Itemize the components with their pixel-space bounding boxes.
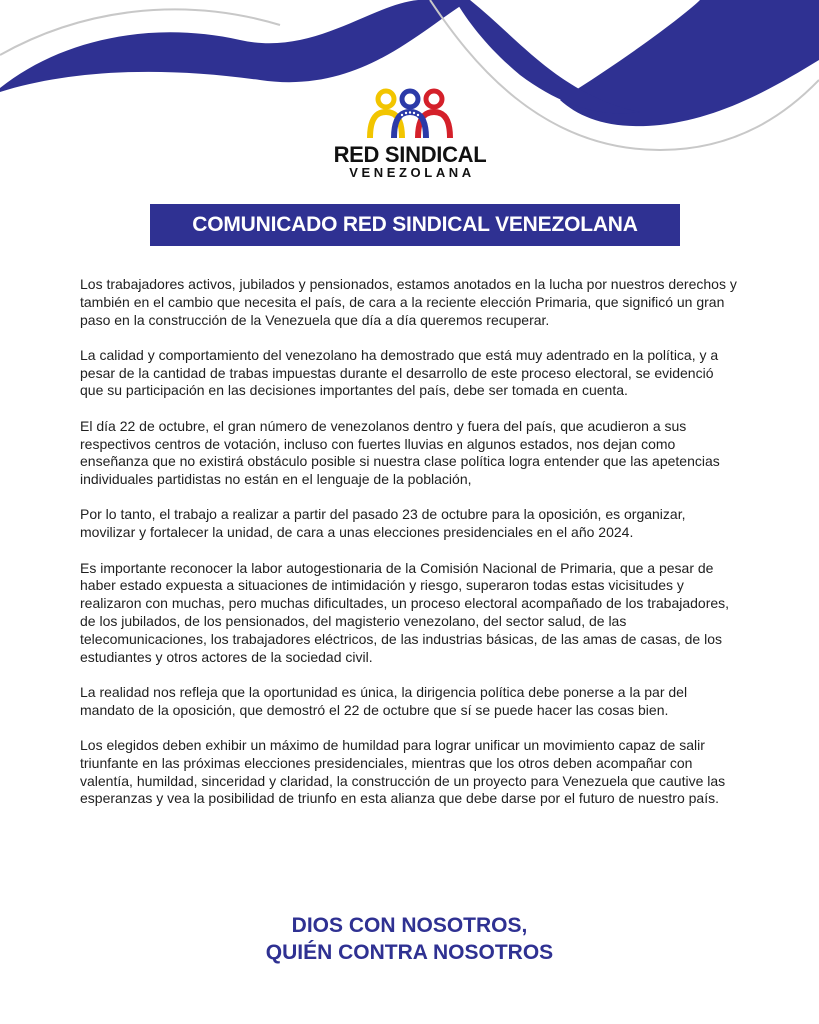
closing-line-2: QUIÉN CONTRA NOSOTROS: [265, 941, 554, 964]
red-sindical-logo: [300, 86, 520, 180]
communique-title-banner: COMUNICADO RED SINDICAL VENEZOLANA: [150, 204, 680, 246]
closing-slogan: [150, 912, 669, 966]
blue-head: [402, 91, 418, 107]
logo-title: RED SINDICAL: [333, 142, 487, 167]
paragraph: La calidad y comportamiento del venezolano ha demostrado que está muy adentrado en la política, y a pesar de la cantidad de trabas impuestas durante el desarrollo de este proceso electoral, se evidenció que su participación en las decisiones importantes del país, debe ser tomada en cuenta.: [80, 346, 719, 399]
paragraph: Por lo tanto, el trabajo a realizar a partir del pasado 23 de octubre para la oposición, es organizar, movilizar y fortalecer la unidad, de cara a unas elecciones presidenciales en el año 2024.: [80, 506, 686, 541]
three-people-icon: [362, 86, 458, 142]
paragraph: Es importante reconocer la labor autogestionaria de la Comisión Nacional de Primaria, que a pesar de haber estado expuesta a situaciones de intimidación y riesgo, superaron todas estas vicisitudes y realizaron con muchas, pero muchas dificultades, un proceso electoral acompañado de los trabajadores, de los jubilados, de los pensionados, del magisterio venezolano, del sector salud, de las telecomunicaciones, los trabajadores eléctricos, de las industrias básicas, de las amas de casas, de los estudiantes y otros actores de la sociedad civil.: [80, 559, 730, 665]
yellow-head: [378, 91, 394, 107]
communique-body: [80, 276, 740, 826]
paragraph: La realidad nos refleja que la oportunidad es única, la dirigencia política debe ponerse a la par del mandato de la oposición, que demostró el 22 de octubre que sí se puede hacer las cosas bien.: [80, 683, 688, 718]
logo-subtitle: VENEZOLANA: [349, 165, 475, 180]
closing-line-1: DIOS CON NOSOTROS,: [291, 914, 528, 937]
red-head: [426, 91, 442, 107]
paragraph: Los trabajadores activos, jubilados y pensionados, estamos anotados en la lucha por nuestros derechos y también en el cambio que necesita el país, de cara a la reciente elección Primaria, que significó un gran paso en la construcción de la Venezuela que día a día queremos recuperar.: [80, 276, 737, 328]
paragraph: El día 22 de octubre, el gran número de venezolanos dentro y fuera del país, que acudieron a sus respectivos centros de votación, incluso con fuertes lluvias en algunos estados, nos dejan como enseñanza que no existirá obstáculo posible si nuestra clase política logra entender que las apetencias individuales partidistas no están en el lenguaje de la población,: [80, 417, 720, 488]
paragraph: Los elegidos deben exhibir un máximo de humildad para lograr unificar un movimiento capaz de salir triunfante en las próximas elecciones presidenciales, mientras que los otros deben acompañar con valentía, humildad, sinceridad y claridad, la construcción de un proyecto para Venezuela que cautive las esperanzas y vea la posibilidad de triunfo en esta alianza que debe darse por el futuro de nuestro país.: [80, 736, 726, 807]
